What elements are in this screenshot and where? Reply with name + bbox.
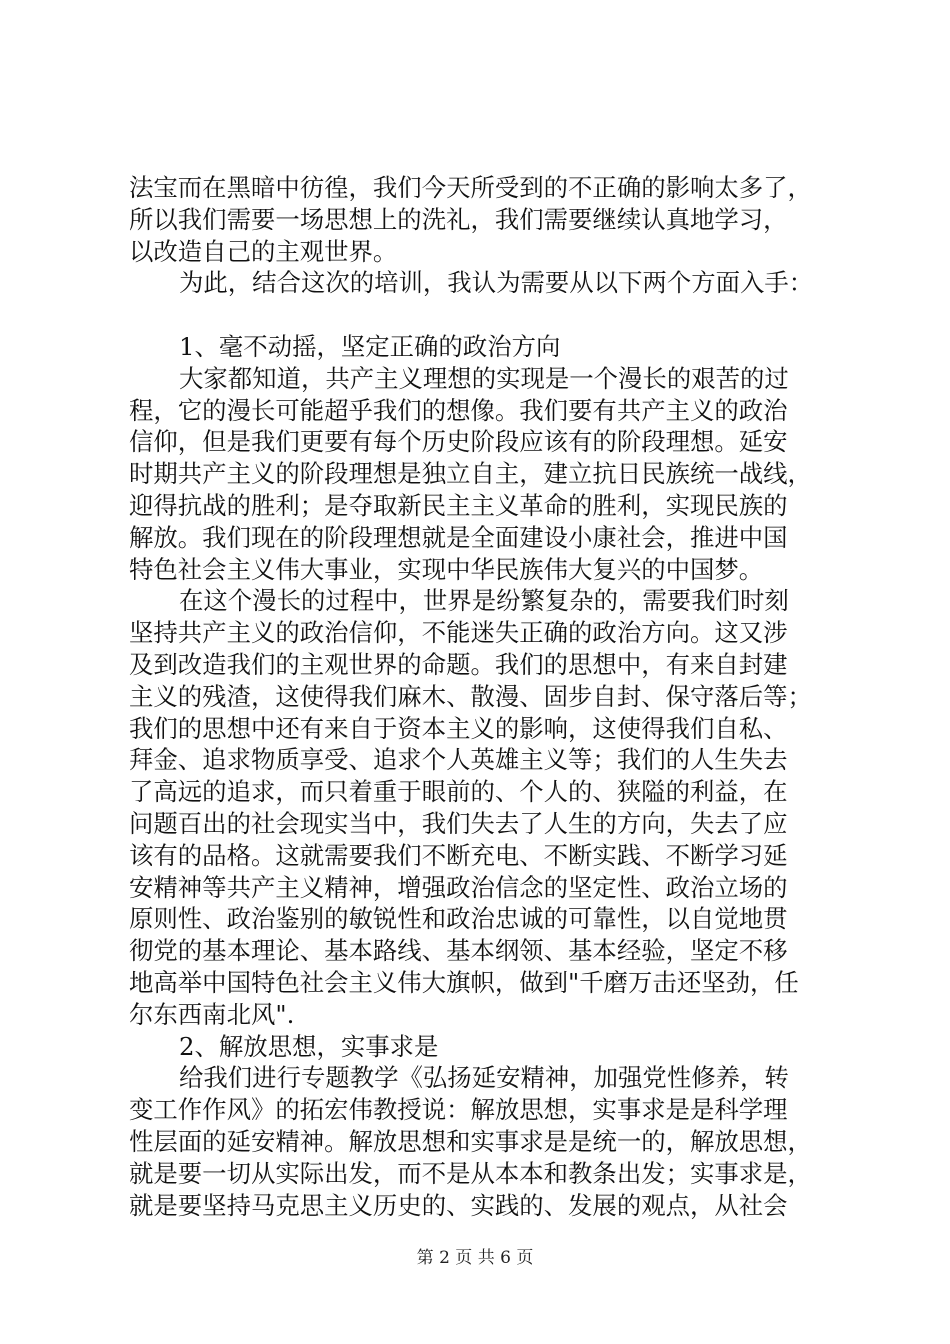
text-line: 法宝而在黑暗中彷徨，我们今天所受到的不正确的影响太多了， [129,173,812,202]
text-line: 程，它的漫长可能超乎我们的想像。我们要有共产主义的政治 [129,395,788,425]
text-line: 在这个漫长的过程中，世界是纷繁复杂的，需要我们时刻 [179,586,789,616]
page-number-footer: 第 2 页 共 6 页 [416,1248,534,1268]
text-line: 该有的品格。这就需要我们不断充电、不断实践、不断学习延 [129,840,788,870]
text-line: 时期共产主义的阶段理想是独立自主，建立抗日民族统一战线， [129,459,812,489]
text-line: 解放。我们现在的阶段理想就是全面建设小康社会，推进中国 [129,522,788,552]
text-line: 就是要坚持马克思主义历史的、实践的、发展的观点，从社会 [129,1190,788,1220]
text-line: 大家都知道，共产主义理想的实现是一个漫长的艰苦的过 [179,363,789,393]
text-line: 主义的残渣，这使得我们麻木、散漫、固步自封、保守落后等； [129,681,812,711]
text-line: 及到改造我们的主观世界的命题。我们的思想中，有来自封建 [129,649,788,679]
section-heading-2: 2、解放思想，实事求是 [179,1031,439,1061]
text-line: 迎得抗战的胜利；是夺取新民主主义革命的胜利，实现民族的 [129,490,788,520]
text-line: 就是要一切从实际出发，而不是从本本和教条出发；实事求是， [129,1158,812,1188]
text-line: 了高远的追求，而只着重于眼前的、个人的、狭隘的利益，在 [129,777,788,807]
text-line: 问题百出的社会现实当中，我们失去了人生的方向，失去了应 [129,808,788,838]
text-line: 所以我们需要一场思想上的洗礼，我们需要继续认真地学习， [129,204,788,234]
text-line: 拜金、追求物质享受、追求个人英雄主义等；我们的人生失去 [129,745,788,775]
text-line: 变工作作风》的拓宏伟教授说：解放思想，实事求是是科学理 [129,1095,788,1125]
text-line: 坚持共产主义的政治信仰，不能迷失正确的政治方向。这又涉 [129,618,788,648]
text-line: 我们的思想中还有来自于资本主义的影响，这使得我们自私、 [129,713,788,743]
text-line: 以改造自己的主观世界。 [129,236,398,266]
text-line: 尔东西南北风". [129,999,295,1029]
text-line: 安精神等共产主义精神，增强政治信念的坚定性、政治立场的 [129,872,788,902]
text-line: 性层面的延安精神。解放思想和实事求是是统一的，解放思想， [129,1126,812,1156]
text-line: 彻党的基本理论、基本路线、基本纲领、基本经验，坚定不移 [129,936,788,966]
text-line: 给我们进行专题教学《弘扬延安精神，加强党性修养，转 [179,1063,789,1093]
blank-line [129,299,849,331]
text-line: 信仰，但是我们更要有每个历史阶段应该有的阶段理想。延安 [129,427,788,457]
text-line: 特色社会主义伟大事业，实现中华民族伟大复兴的中国梦。 [129,554,764,584]
section-heading-1: 1、毫不动摇，坚定正确的政治方向 [179,331,561,361]
text-line: 为此，结合这次的培训，我认为需要从以下两个方面入手： [179,268,814,298]
text-line: 地高举中国特色社会主义伟大旗帜，做到"千磨万击还坚劲，任 [129,967,799,997]
text-line: 原则性、政治鉴别的敏锐性和政治忠诚的可靠性，以自觉地贯 [129,904,788,934]
document-body [129,172,849,1221]
